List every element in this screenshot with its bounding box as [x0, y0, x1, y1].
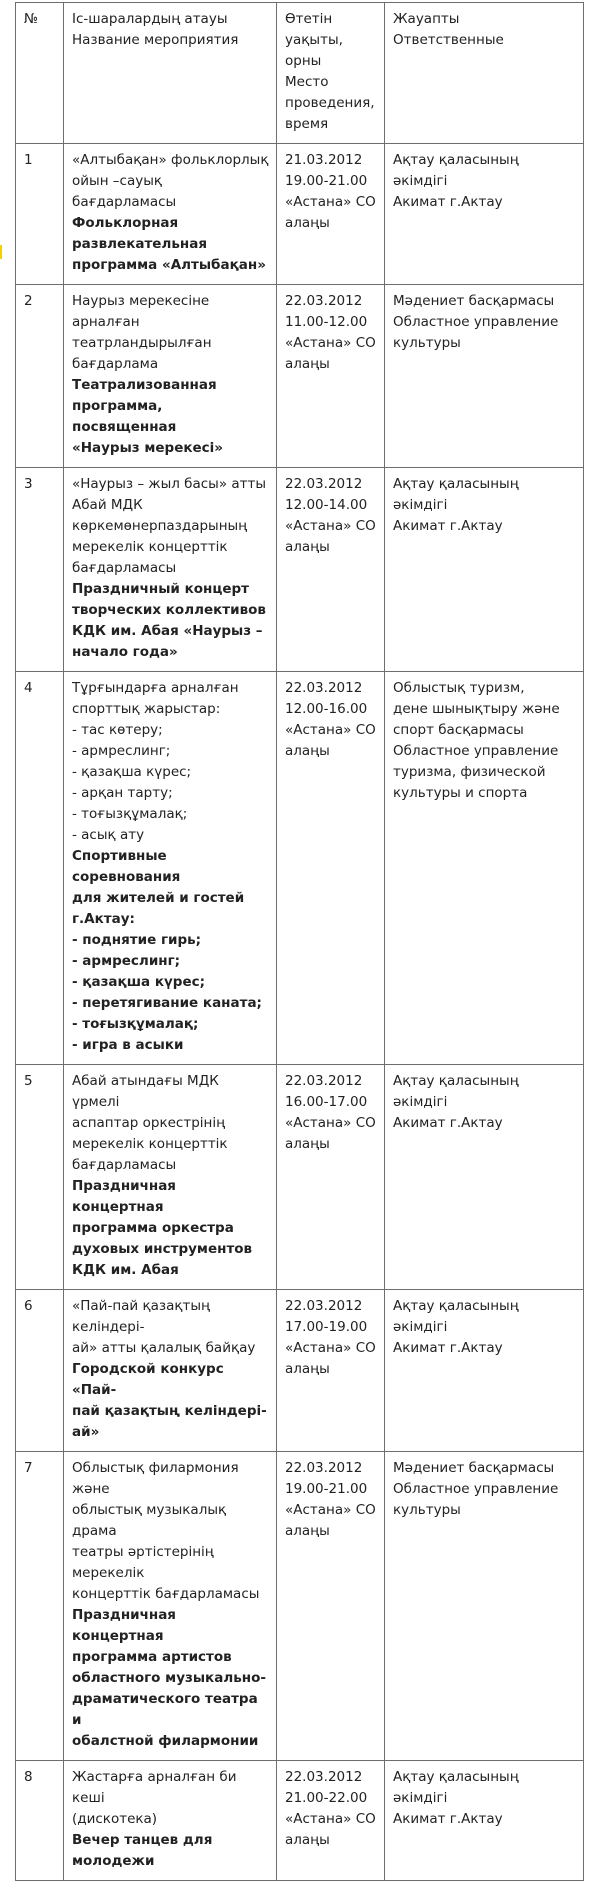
event-title-ru-line: областного музыкально- — [72, 1670, 266, 1686]
event-title-kz-line: Наурыз мерекесіне арналған — [72, 293, 210, 330]
responsible-line: культуры и спорта — [393, 785, 528, 801]
place-time-line: 12.00-14.00 — [285, 497, 368, 513]
event-title-kz-line: (дискотека) — [72, 1811, 158, 1827]
event-title-ru-line: развлекательная — [72, 236, 207, 252]
event-title-kz-line: Жастарға арналған би кеші — [72, 1769, 237, 1806]
event-title-ru-line: обалстной филармонии — [72, 1733, 259, 1749]
header-place-line: Өтетін — [285, 11, 333, 27]
event-place-time — [277, 285, 385, 468]
responsible-line: Акимат г.Актау — [393, 518, 503, 534]
place-time-line: 22.03.2012 — [285, 476, 363, 492]
place-time-line: 12.00-16.00 — [285, 701, 368, 717]
row-number — [16, 1452, 64, 1761]
event-title-kz-line: бағдарлама — [72, 356, 159, 372]
event-title — [64, 1290, 277, 1452]
event-title-ru-line: драматического театра и — [72, 1691, 258, 1728]
event-title-ru-line: творческих коллективов — [72, 602, 266, 618]
event-title-ru-line: программа «Алтыбақан» — [72, 257, 266, 273]
header-number-label: № — [24, 11, 39, 27]
event-title-ru-line: «Наурыз мерекесі» — [72, 440, 224, 456]
event-title-ru-line: начало года» — [72, 644, 178, 660]
place-time-line: «Астана» СО — [285, 335, 376, 351]
event-title-kz-line: - асық ату — [72, 827, 145, 843]
row-number-label: 6 — [24, 1298, 33, 1314]
place-time-line: 11.00-12.00 — [285, 314, 368, 330]
responsible-line: культуры — [393, 1502, 461, 1518]
event-place-time — [277, 468, 385, 672]
responsible-line: Областное управление — [393, 743, 559, 759]
event-title-kz-line: «Наурыз – жыл басы» атты — [72, 476, 267, 492]
event-title-ru-line: - тоғызқұмалақ; — [72, 1016, 199, 1032]
event-title-ru-line: - поднятие гирь; — [72, 932, 202, 948]
table-row — [16, 468, 584, 672]
responsible-line: Областное управление — [393, 314, 559, 330]
event-title-ru-line: - қазақша күрес; — [72, 974, 206, 990]
place-time-line: 22.03.2012 — [285, 680, 363, 696]
responsible-line: спорт басқармасы — [393, 722, 524, 738]
row-number-label: 7 — [24, 1460, 33, 1476]
event-title — [64, 144, 277, 285]
header-place-line: Место — [285, 74, 329, 90]
event-title-kz-line: бағдарламасы — [72, 1157, 177, 1173]
responsible-line: Ақтау қаласының — [393, 476, 519, 492]
event-responsible — [385, 1065, 584, 1290]
event-title-ru-line: ай» — [72, 1424, 100, 1440]
place-time-line: «Астана» СО — [285, 518, 376, 534]
place-time-line: 16.00-17.00 — [285, 1094, 368, 1110]
place-time-line: 22.03.2012 — [285, 1298, 363, 1314]
place-time-line: 22.03.2012 — [285, 1769, 363, 1785]
event-title-kz-line: ай» атты қалалық байқау — [72, 1340, 256, 1356]
responsible-line: әкімдігі — [393, 1094, 448, 1110]
event-title-ru-line: КДК им. Абая — [72, 1262, 179, 1278]
header-place-line: орны — [285, 53, 322, 69]
event-title-ru-line: Театрализованная — [72, 377, 217, 393]
place-time-line: алаңы — [285, 356, 330, 372]
table-row — [16, 1065, 584, 1290]
responsible-line: дене шынықтыру және — [393, 701, 560, 717]
place-time-line: 19.00-21.00 — [285, 1481, 368, 1497]
responsible-line: Ақтау қаласының — [393, 152, 519, 168]
event-title-ru-line: программа оркестра — [72, 1220, 234, 1236]
event-title-ru-line: Праздничная концертная — [72, 1178, 176, 1215]
row-number-label: 5 — [24, 1073, 33, 1089]
event-title-ru-line: молодежи — [72, 1853, 155, 1869]
place-time-line: «Астана» СО — [285, 1811, 376, 1827]
place-time-line: алаңы — [285, 539, 330, 555]
responsible-line: әкімдігі — [393, 1319, 448, 1335]
responsible-line: әкімдігі — [393, 1790, 448, 1806]
event-title-kz-line: ойын –сауық бағдарламасы — [72, 173, 177, 210]
event-responsible — [385, 1290, 584, 1452]
event-title-kz-line: Абай атындағы МДК үрмелі — [72, 1073, 219, 1110]
event-title-kz-line: театрландырылған — [72, 335, 212, 351]
event-title-ru-line: Спортивные соревнования — [72, 848, 181, 885]
row-number — [16, 468, 64, 672]
event-title-kz-line: аспаптар оркестрінің — [72, 1115, 226, 1131]
table-row — [16, 1761, 584, 1881]
event-title-kz-line: Абай МДК — [72, 497, 143, 513]
place-time-line: алаңы — [285, 215, 330, 231]
responsible-line: Мәдениет басқармасы — [393, 1460, 555, 1476]
header-place-line: время — [285, 116, 329, 132]
row-number-label: 2 — [24, 293, 33, 309]
event-title-ru-line: программа, посвященная — [72, 398, 177, 435]
event-title-ru-line: г.Актау: — [72, 911, 135, 927]
header-responsible — [385, 3, 584, 144]
event-title-ru-line: Праздничная концертная — [72, 1607, 176, 1644]
place-time-line: алаңы — [285, 1523, 330, 1539]
event-title — [64, 1065, 277, 1290]
event-title-ru-line: духовых инструментов — [72, 1241, 253, 1257]
event-place-time — [277, 672, 385, 1065]
responsible-line: әкімдігі — [393, 497, 448, 513]
table-row — [16, 285, 584, 468]
event-place-time — [277, 1290, 385, 1452]
responsible-line: Акимат г.Актау — [393, 1811, 503, 1827]
event-title-ru-line: Вечер танцев для — [72, 1832, 213, 1848]
header-number — [16, 3, 64, 144]
row-number — [16, 1290, 64, 1452]
place-time-line: 22.03.2012 — [285, 1460, 363, 1476]
responsible-line: туризма, физической — [393, 764, 546, 780]
place-time-line: алаңы — [285, 1832, 330, 1848]
event-responsible — [385, 1452, 584, 1761]
responsible-line: Акимат г.Актау — [393, 194, 503, 210]
event-title-ru-line: для жителей и гостей — [72, 890, 245, 906]
row-number — [16, 1761, 64, 1881]
event-title — [64, 285, 277, 468]
header-responsible-kz: Жауапты — [393, 11, 460, 27]
row-number-label: 1 — [24, 152, 33, 168]
event-responsible — [385, 285, 584, 468]
row-number — [16, 1065, 64, 1290]
event-title-kz-line: - арқан тарту; — [72, 785, 173, 801]
header-title-kz: Іс-шаралардың атауы — [72, 11, 228, 27]
event-title-kz-line: бағдарламасы — [72, 560, 177, 576]
row-number-label: 4 — [24, 680, 33, 696]
row-number-label: 8 — [24, 1769, 33, 1785]
event-title-kz-line: театры әртістерінің мерекелік — [72, 1544, 214, 1581]
header-title-ru: Название мероприятия — [72, 32, 239, 48]
event-title-kz-line: спорттық жарыстар: — [72, 701, 221, 717]
place-time-line: алаңы — [285, 743, 330, 759]
margin-marker — [0, 245, 2, 259]
place-time-line: «Астана» СО — [285, 1115, 376, 1131]
place-time-line: «Астана» СО — [285, 194, 376, 210]
header-place-line: уақыты, — [285, 32, 343, 48]
event-title-ru-line: Фольклорная — [72, 215, 179, 231]
event-title-ru-line: - игра в асыки — [72, 1037, 184, 1053]
place-time-line: «Астана» СО — [285, 1502, 376, 1518]
event-title-ru-line: - армреслинг; — [72, 953, 181, 969]
table-row — [16, 1452, 584, 1761]
event-responsible — [385, 1761, 584, 1881]
row-number — [16, 672, 64, 1065]
event-title-kz-line: - армреслинг; — [72, 743, 171, 759]
place-time-line: «Астана» СО — [285, 1340, 376, 1356]
responsible-line: культуры — [393, 335, 461, 351]
row-number — [16, 285, 64, 468]
events-table — [15, 2, 584, 1881]
responsible-line: Ақтау қаласының — [393, 1298, 519, 1314]
event-title — [64, 1452, 277, 1761]
place-time-line: алаңы — [285, 1361, 330, 1377]
event-title-kz-line: Тұрғындарға арналған — [72, 680, 239, 696]
event-title-kz-line: - тоғызқұмалақ; — [72, 806, 188, 822]
event-title-ru-line: программа артистов — [72, 1649, 232, 1665]
responsible-line: Ақтау қаласының — [393, 1073, 519, 1089]
event-title-kz-line: - қазақша күрес; — [72, 764, 192, 780]
header-title — [64, 3, 277, 144]
header-place-time — [277, 3, 385, 144]
event-place-time — [277, 1452, 385, 1761]
responsible-line: Ақтау қаласының — [393, 1769, 519, 1785]
place-time-line: «Астана» СО — [285, 722, 376, 738]
table-row — [16, 1290, 584, 1452]
event-place-time — [277, 144, 385, 285]
responsible-line: Мәдениет басқармасы — [393, 293, 555, 309]
event-responsible — [385, 468, 584, 672]
event-title-ru-line: Праздничный концерт — [72, 581, 249, 597]
event-place-time — [277, 1761, 385, 1881]
place-time-line: 21.03.2012 — [285, 152, 363, 168]
responsible-line: Облыстық туризм, — [393, 680, 525, 696]
event-responsible — [385, 672, 584, 1065]
event-title-kz-line: - тас көтеру; — [72, 722, 163, 738]
place-time-line: 17.00-19.00 — [285, 1319, 368, 1335]
event-title-ru-line: - перетягивание каната; — [72, 995, 262, 1011]
responsible-line: әкімдігі — [393, 173, 448, 189]
responsible-line: Областное управление — [393, 1481, 559, 1497]
event-title-kz-line: «Пай-пай қазақтың келіндері- — [72, 1298, 210, 1335]
event-place-time — [277, 1065, 385, 1290]
place-time-line: 19.00-21.00 — [285, 173, 368, 189]
event-title — [64, 468, 277, 672]
place-time-line: 21.00-22.00 — [285, 1790, 368, 1806]
event-title-kz-line: мерекелік концерттік — [72, 539, 228, 555]
header-responsible-ru: Ответственные — [393, 32, 504, 48]
place-time-line: 22.03.2012 — [285, 293, 363, 309]
row-number — [16, 144, 64, 285]
event-title — [64, 1761, 277, 1881]
event-title-kz-line: «Алтыбақан» фольклорлық — [72, 152, 269, 168]
event-title-ru-line: КДК им. Абая «Наурыз – — [72, 623, 263, 639]
row-number-label: 3 — [24, 476, 33, 492]
event-title — [64, 672, 277, 1065]
event-title-kz-line: концерттік бағдарламасы — [72, 1586, 260, 1602]
event-title-kz-line: көркемөнерпаздарының — [72, 518, 248, 534]
header-place-line: проведения, — [285, 95, 375, 111]
event-title-ru-line: Городской конкурс «Пай- — [72, 1361, 224, 1398]
event-title-kz-line: мерекелік концерттік — [72, 1136, 228, 1152]
responsible-line: Акимат г.Актау — [393, 1115, 503, 1131]
place-time-line: алаңы — [285, 1136, 330, 1152]
place-time-line: 22.03.2012 — [285, 1073, 363, 1089]
event-title-kz-line: облыстық музыкалық драма — [72, 1502, 227, 1539]
responsible-line: Акимат г.Актау — [393, 1340, 503, 1356]
table-row — [16, 672, 584, 1065]
event-responsible — [385, 144, 584, 285]
table-header-row — [16, 3, 584, 144]
event-title-kz-line: Облыстық филармония және — [72, 1460, 239, 1497]
event-title-ru-line: пай қазақтың келіндері- — [72, 1403, 267, 1419]
table-row — [16, 144, 584, 285]
